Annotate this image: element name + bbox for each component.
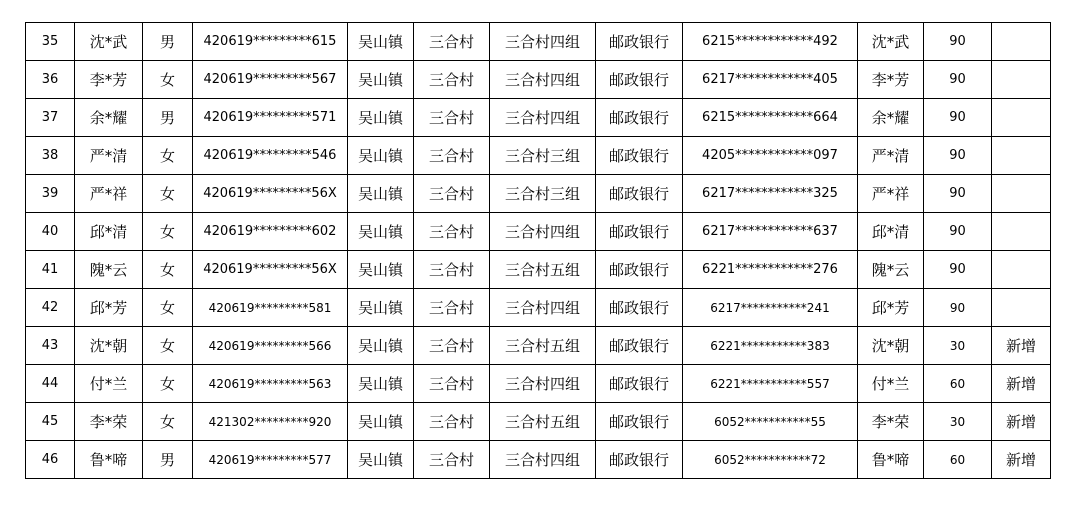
person-name-cell: 沈*朝 [75, 327, 143, 365]
bank-account-cell: 6217************405 [683, 61, 858, 99]
town-cell: 吴山镇 [348, 441, 414, 479]
amount-cell: 90 [924, 213, 992, 251]
table-row [26, 403, 1051, 441]
id-number-cell: 420619*********602 [193, 213, 348, 251]
bank-account-cell: 6215************492 [683, 23, 858, 61]
id-number-cell: 420619*********546 [193, 137, 348, 175]
gender-cell: 女 [143, 403, 193, 441]
town-cell: 吴山镇 [348, 289, 414, 327]
village-cell: 三合村 [414, 327, 490, 365]
person-name-cell: 严*清 [75, 137, 143, 175]
bank-name-cell: 邮政银行 [596, 175, 683, 213]
village-group-cell: 三合村三组 [490, 175, 596, 213]
village-cell: 三合村 [414, 365, 490, 403]
id-number-cell: 420619*********56X [193, 175, 348, 213]
bank-name-cell: 邮政银行 [596, 327, 683, 365]
account-holder-cell: 余*耀 [858, 99, 924, 137]
village-group-cell: 三合村四组 [490, 289, 596, 327]
table-row [26, 289, 1051, 327]
village-cell: 三合村 [414, 213, 490, 251]
bank-account-cell: 6052***********55 [683, 403, 858, 441]
table-row [26, 365, 1051, 403]
table-row [26, 23, 1051, 61]
row-number-cell: 43 [26, 327, 75, 365]
town-cell: 吴山镇 [348, 99, 414, 137]
row-number-cell: 42 [26, 289, 75, 327]
amount-cell: 90 [924, 289, 992, 327]
bank-name-cell: 邮政银行 [596, 99, 683, 137]
id-number-cell: 420619*********563 [193, 365, 348, 403]
bank-name-cell: 邮政银行 [596, 365, 683, 403]
account-holder-cell: 李*荣 [858, 403, 924, 441]
amount-cell: 90 [924, 251, 992, 289]
person-name-cell: 余*耀 [75, 99, 143, 137]
village-group-cell: 三合村四组 [490, 441, 596, 479]
town-cell: 吴山镇 [348, 251, 414, 289]
village-cell: 三合村 [414, 137, 490, 175]
town-cell: 吴山镇 [348, 175, 414, 213]
bank-name-cell: 邮政银行 [596, 61, 683, 99]
bank-account-cell: 6221***********557 [683, 365, 858, 403]
bank-name-cell: 邮政银行 [596, 137, 683, 175]
village-cell: 三合村 [414, 61, 490, 99]
gender-cell: 男 [143, 23, 193, 61]
row-number-cell: 39 [26, 175, 75, 213]
bank-account-cell: 6215************664 [683, 99, 858, 137]
row-number-cell: 40 [26, 213, 75, 251]
village-cell: 三合村 [414, 99, 490, 137]
table-row [26, 213, 1051, 251]
person-name-cell: 邱*芳 [75, 289, 143, 327]
bank-account-cell: 6217************637 [683, 213, 858, 251]
person-name-cell: 隗*云 [75, 251, 143, 289]
person-name-cell: 李*芳 [75, 61, 143, 99]
gender-cell: 女 [143, 175, 193, 213]
table-row [26, 175, 1051, 213]
bank-name-cell: 邮政银行 [596, 251, 683, 289]
row-number-cell: 37 [26, 99, 75, 137]
village-group-cell: 三合村五组 [490, 403, 596, 441]
bank-account-cell: 6052***********72 [683, 441, 858, 479]
table-row [26, 99, 1051, 137]
row-number-cell: 35 [26, 23, 75, 61]
bank-name-cell: 邮政银行 [596, 441, 683, 479]
remark-cell [992, 213, 1051, 251]
amount-cell: 90 [924, 61, 992, 99]
gender-cell: 女 [143, 213, 193, 251]
remark-cell [992, 175, 1051, 213]
subsidy-table [25, 22, 1051, 479]
village-cell: 三合村 [414, 175, 490, 213]
remark-cell: 新增 [992, 365, 1051, 403]
remark-cell [992, 289, 1051, 327]
gender-cell: 女 [143, 61, 193, 99]
bank-account-cell: 6217***********241 [683, 289, 858, 327]
person-name-cell: 付*兰 [75, 365, 143, 403]
gender-cell: 女 [143, 289, 193, 327]
village-cell: 三合村 [414, 23, 490, 61]
remark-cell [992, 23, 1051, 61]
person-name-cell: 邱*清 [75, 213, 143, 251]
table-row [26, 61, 1051, 99]
amount-cell: 60 [924, 441, 992, 479]
village-group-cell: 三合村四组 [490, 99, 596, 137]
town-cell: 吴山镇 [348, 213, 414, 251]
table-row [26, 327, 1051, 365]
account-holder-cell: 沈*武 [858, 23, 924, 61]
id-number-cell: 420619*********615 [193, 23, 348, 61]
village-group-cell: 三合村三组 [490, 137, 596, 175]
account-holder-cell: 邱*清 [858, 213, 924, 251]
remark-cell [992, 251, 1051, 289]
bank-account-cell: 6217************325 [683, 175, 858, 213]
person-name-cell: 李*荣 [75, 403, 143, 441]
gender-cell: 男 [143, 99, 193, 137]
bank-name-cell: 邮政银行 [596, 403, 683, 441]
village-cell: 三合村 [414, 289, 490, 327]
bank-account-cell: 6221***********383 [683, 327, 858, 365]
village-group-cell: 三合村五组 [490, 327, 596, 365]
id-number-cell: 420619*********566 [193, 327, 348, 365]
bank-name-cell: 邮政银行 [596, 289, 683, 327]
town-cell: 吴山镇 [348, 365, 414, 403]
bank-account-cell: 6221************276 [683, 251, 858, 289]
town-cell: 吴山镇 [348, 137, 414, 175]
amount-cell: 60 [924, 365, 992, 403]
person-name-cell: 鲁*啼 [75, 441, 143, 479]
amount-cell: 90 [924, 23, 992, 61]
row-number-cell: 46 [26, 441, 75, 479]
village-group-cell: 三合村五组 [490, 251, 596, 289]
table-row [26, 137, 1051, 175]
amount-cell: 90 [924, 137, 992, 175]
gender-cell: 女 [143, 251, 193, 289]
town-cell: 吴山镇 [348, 23, 414, 61]
row-number-cell: 44 [26, 365, 75, 403]
remark-cell [992, 61, 1051, 99]
id-number-cell: 420619*********577 [193, 441, 348, 479]
amount-cell: 90 [924, 99, 992, 137]
town-cell: 吴山镇 [348, 61, 414, 99]
gender-cell: 女 [143, 365, 193, 403]
village-cell: 三合村 [414, 403, 490, 441]
amount-cell: 30 [924, 403, 992, 441]
account-holder-cell: 严*清 [858, 137, 924, 175]
person-name-cell: 严*祥 [75, 175, 143, 213]
account-holder-cell: 沈*朝 [858, 327, 924, 365]
remark-cell: 新增 [992, 327, 1051, 365]
row-number-cell: 38 [26, 137, 75, 175]
village-group-cell: 三合村四组 [490, 365, 596, 403]
row-number-cell: 41 [26, 251, 75, 289]
remark-cell [992, 137, 1051, 175]
account-holder-cell: 严*祥 [858, 175, 924, 213]
bank-name-cell: 邮政银行 [596, 213, 683, 251]
village-cell: 三合村 [414, 251, 490, 289]
amount-cell: 90 [924, 175, 992, 213]
id-number-cell: 420619*********56X [193, 251, 348, 289]
table-row [26, 251, 1051, 289]
village-group-cell: 三合村四组 [490, 61, 596, 99]
bank-name-cell: 邮政银行 [596, 23, 683, 61]
row-number-cell: 36 [26, 61, 75, 99]
id-number-cell: 421302*********920 [193, 403, 348, 441]
person-name-cell: 沈*武 [75, 23, 143, 61]
village-cell: 三合村 [414, 441, 490, 479]
gender-cell: 男 [143, 441, 193, 479]
account-holder-cell: 鲁*啼 [858, 441, 924, 479]
gender-cell: 女 [143, 327, 193, 365]
account-holder-cell: 邱*芳 [858, 289, 924, 327]
remark-cell: 新增 [992, 441, 1051, 479]
village-group-cell: 三合村四组 [490, 23, 596, 61]
bank-account-cell: 4205************097 [683, 137, 858, 175]
village-group-cell: 三合村四组 [490, 213, 596, 251]
remark-cell [992, 99, 1051, 137]
town-cell: 吴山镇 [348, 403, 414, 441]
remark-cell: 新增 [992, 403, 1051, 441]
amount-cell: 30 [924, 327, 992, 365]
id-number-cell: 420619*********571 [193, 99, 348, 137]
row-number-cell: 45 [26, 403, 75, 441]
table-row [26, 441, 1051, 479]
account-holder-cell: 李*芳 [858, 61, 924, 99]
gender-cell: 女 [143, 137, 193, 175]
account-holder-cell: 隗*云 [858, 251, 924, 289]
account-holder-cell: 付*兰 [858, 365, 924, 403]
town-cell: 吴山镇 [348, 327, 414, 365]
id-number-cell: 420619*********581 [193, 289, 348, 327]
id-number-cell: 420619*********567 [193, 61, 348, 99]
